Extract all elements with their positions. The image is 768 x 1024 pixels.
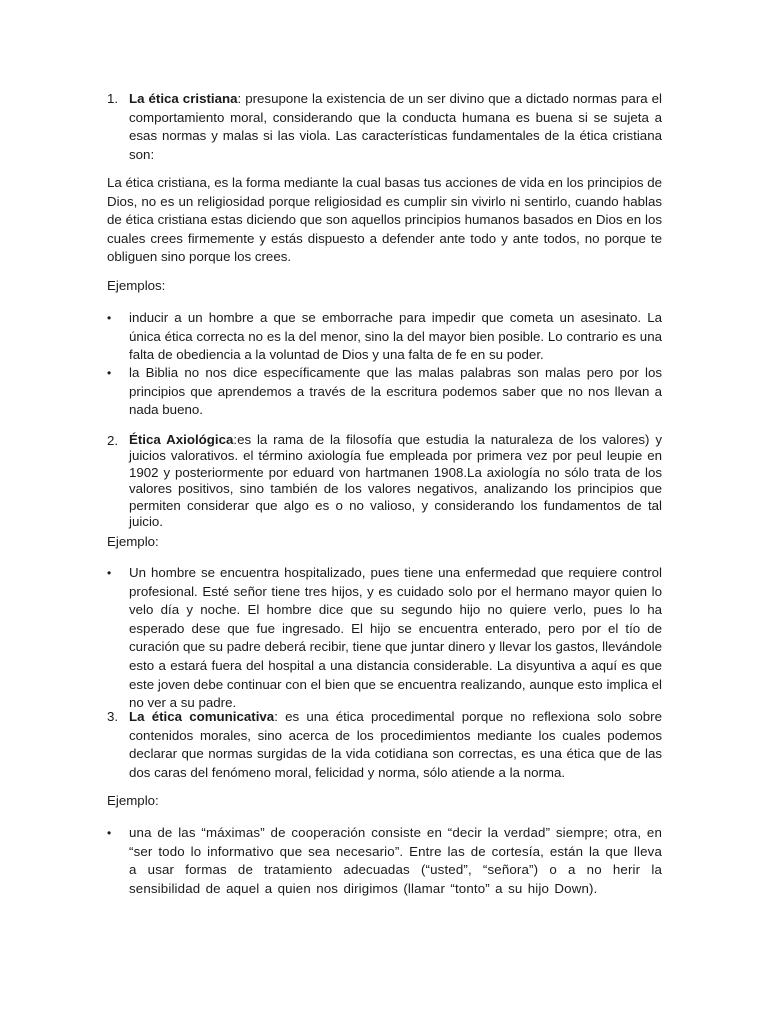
item-3-paragraph	[129, 708, 662, 782]
item-1-paragraph	[129, 90, 662, 164]
list-item-bullet-1-2: la Biblia no nos dice específicamente que las malas palabras son malas pero por los principios que aprendemos a través de la escritura podemos saber que no nos llevan a nada bueno.	[129, 365, 662, 418]
item-2-text: :es la rama de la filosofía que estudia la naturaleza de los valores) y juicios valorativos. el término axiología fue empleada por primera vez por peul leupie en 1902 y posteriormente por eduard von hartmanen 1908.La axiología no sólo trata de los valores positivos, sino también de los valores negativos, analizando los principios que permiten considerar que algo es o no valioso, y considerando los fundamentos de tal juicio.	[129, 432, 662, 530]
list-item-bullet-1-1: inducir a un hombre a que se emborrache para impedir que cometa un asesinato. La única ética correcta no es la del menor, sino la del mayor bien posible. Lo contrario es una falta de obediencia a la voluntad de Dios y una falta de fe en su poder.	[129, 310, 662, 363]
ejemplos-label: Ejemplos:	[107, 278, 166, 293]
bullet-icon: •	[107, 366, 112, 380]
ejemplo-label-2: Ejemplo:	[107, 793, 159, 808]
item-1-number: 1.	[107, 91, 119, 106]
bullet-icon: •	[107, 311, 112, 325]
bullet-icon: •	[107, 566, 112, 580]
item-2-paragraph	[129, 432, 662, 530]
item-3-number: 3.	[107, 709, 119, 724]
item-3-title: La ética comunicativa	[129, 709, 275, 724]
item-1-title: La ética cristiana	[129, 91, 238, 106]
item-1-text: : presupone la existencia de un ser divino que a dictado normas para el comportamiento moral, considerando que la conducta humana es buena si se sujeta a esas normas y malas si las viola. Las características fundamentales de la ética cristiana son:	[129, 91, 662, 162]
item-2-number: 2.	[107, 433, 119, 448]
item-3-text: : es una ética procedimental porque no reflexiona solo sobre contenidos morales, sino acerca de los procedimientos mediante los cuales podemos declarar que normas surgidas de la vida cotidiana son correctas, es una ética que de las dos caras del fenómeno moral, felicidad y norma, sólo atiende a la norma.	[129, 709, 662, 780]
list-item-bullet-2: Un hombre se encuentra hospitalizado, pues tiene una enfermedad que requiere control profesional. Esté señor tiene tres hijos, y es cuidado solo por el hermano mayor quien lo velo día y noche. El hombre dice que su segundo hijo no quiere verlo, pues lo ha esperado dese que fue ingresado. El hijo se encuentra enterado, pero por el tío de curación que su padre deberá recibir, tiene que juntar dinero y llevar los gastos, llevándole esto a estará fuera del hospital a una distancia considerable. La disyuntiva a aquí es que este joven debe continuar con el bien que se encuentra realizando, aunque esto implica el no ver a su padre.	[129, 565, 662, 711]
list-item-bullet-3: una de las “máximas” de cooperación consiste en “decir la verdad” siempre; otra, en “ser todo lo informativo que sea necesario”. Entre las de cortesía, están la que lleva a usar formas de tratamiento adecuadas (“usted”, “señora”) o a no herir la sensibilidad de aquel a quien nos dirigimos (llamar “tonto” a su hijo Down).	[129, 825, 662, 896]
paragraph-etica-cristiana: La ética cristiana, es la forma mediante la cual basas tus acciones de vida en los principios de Dios, no es un religiosidad porque religiosidad es cumplir sin vivirlo ni sentirlo, cuando hablas de ética cristiana estas diciendo que son aquellos principios humanos basados en Dios en los cuales crees firmemente y estás dispuesto a defender ante todo y ante todos, no porque te obliguen sino porque los crees.	[107, 175, 662, 265]
item-2-title: Ética Axiológica	[129, 432, 234, 447]
ejemplo-label-1: Ejemplo:	[107, 534, 159, 549]
bullet-icon: •	[107, 826, 112, 840]
